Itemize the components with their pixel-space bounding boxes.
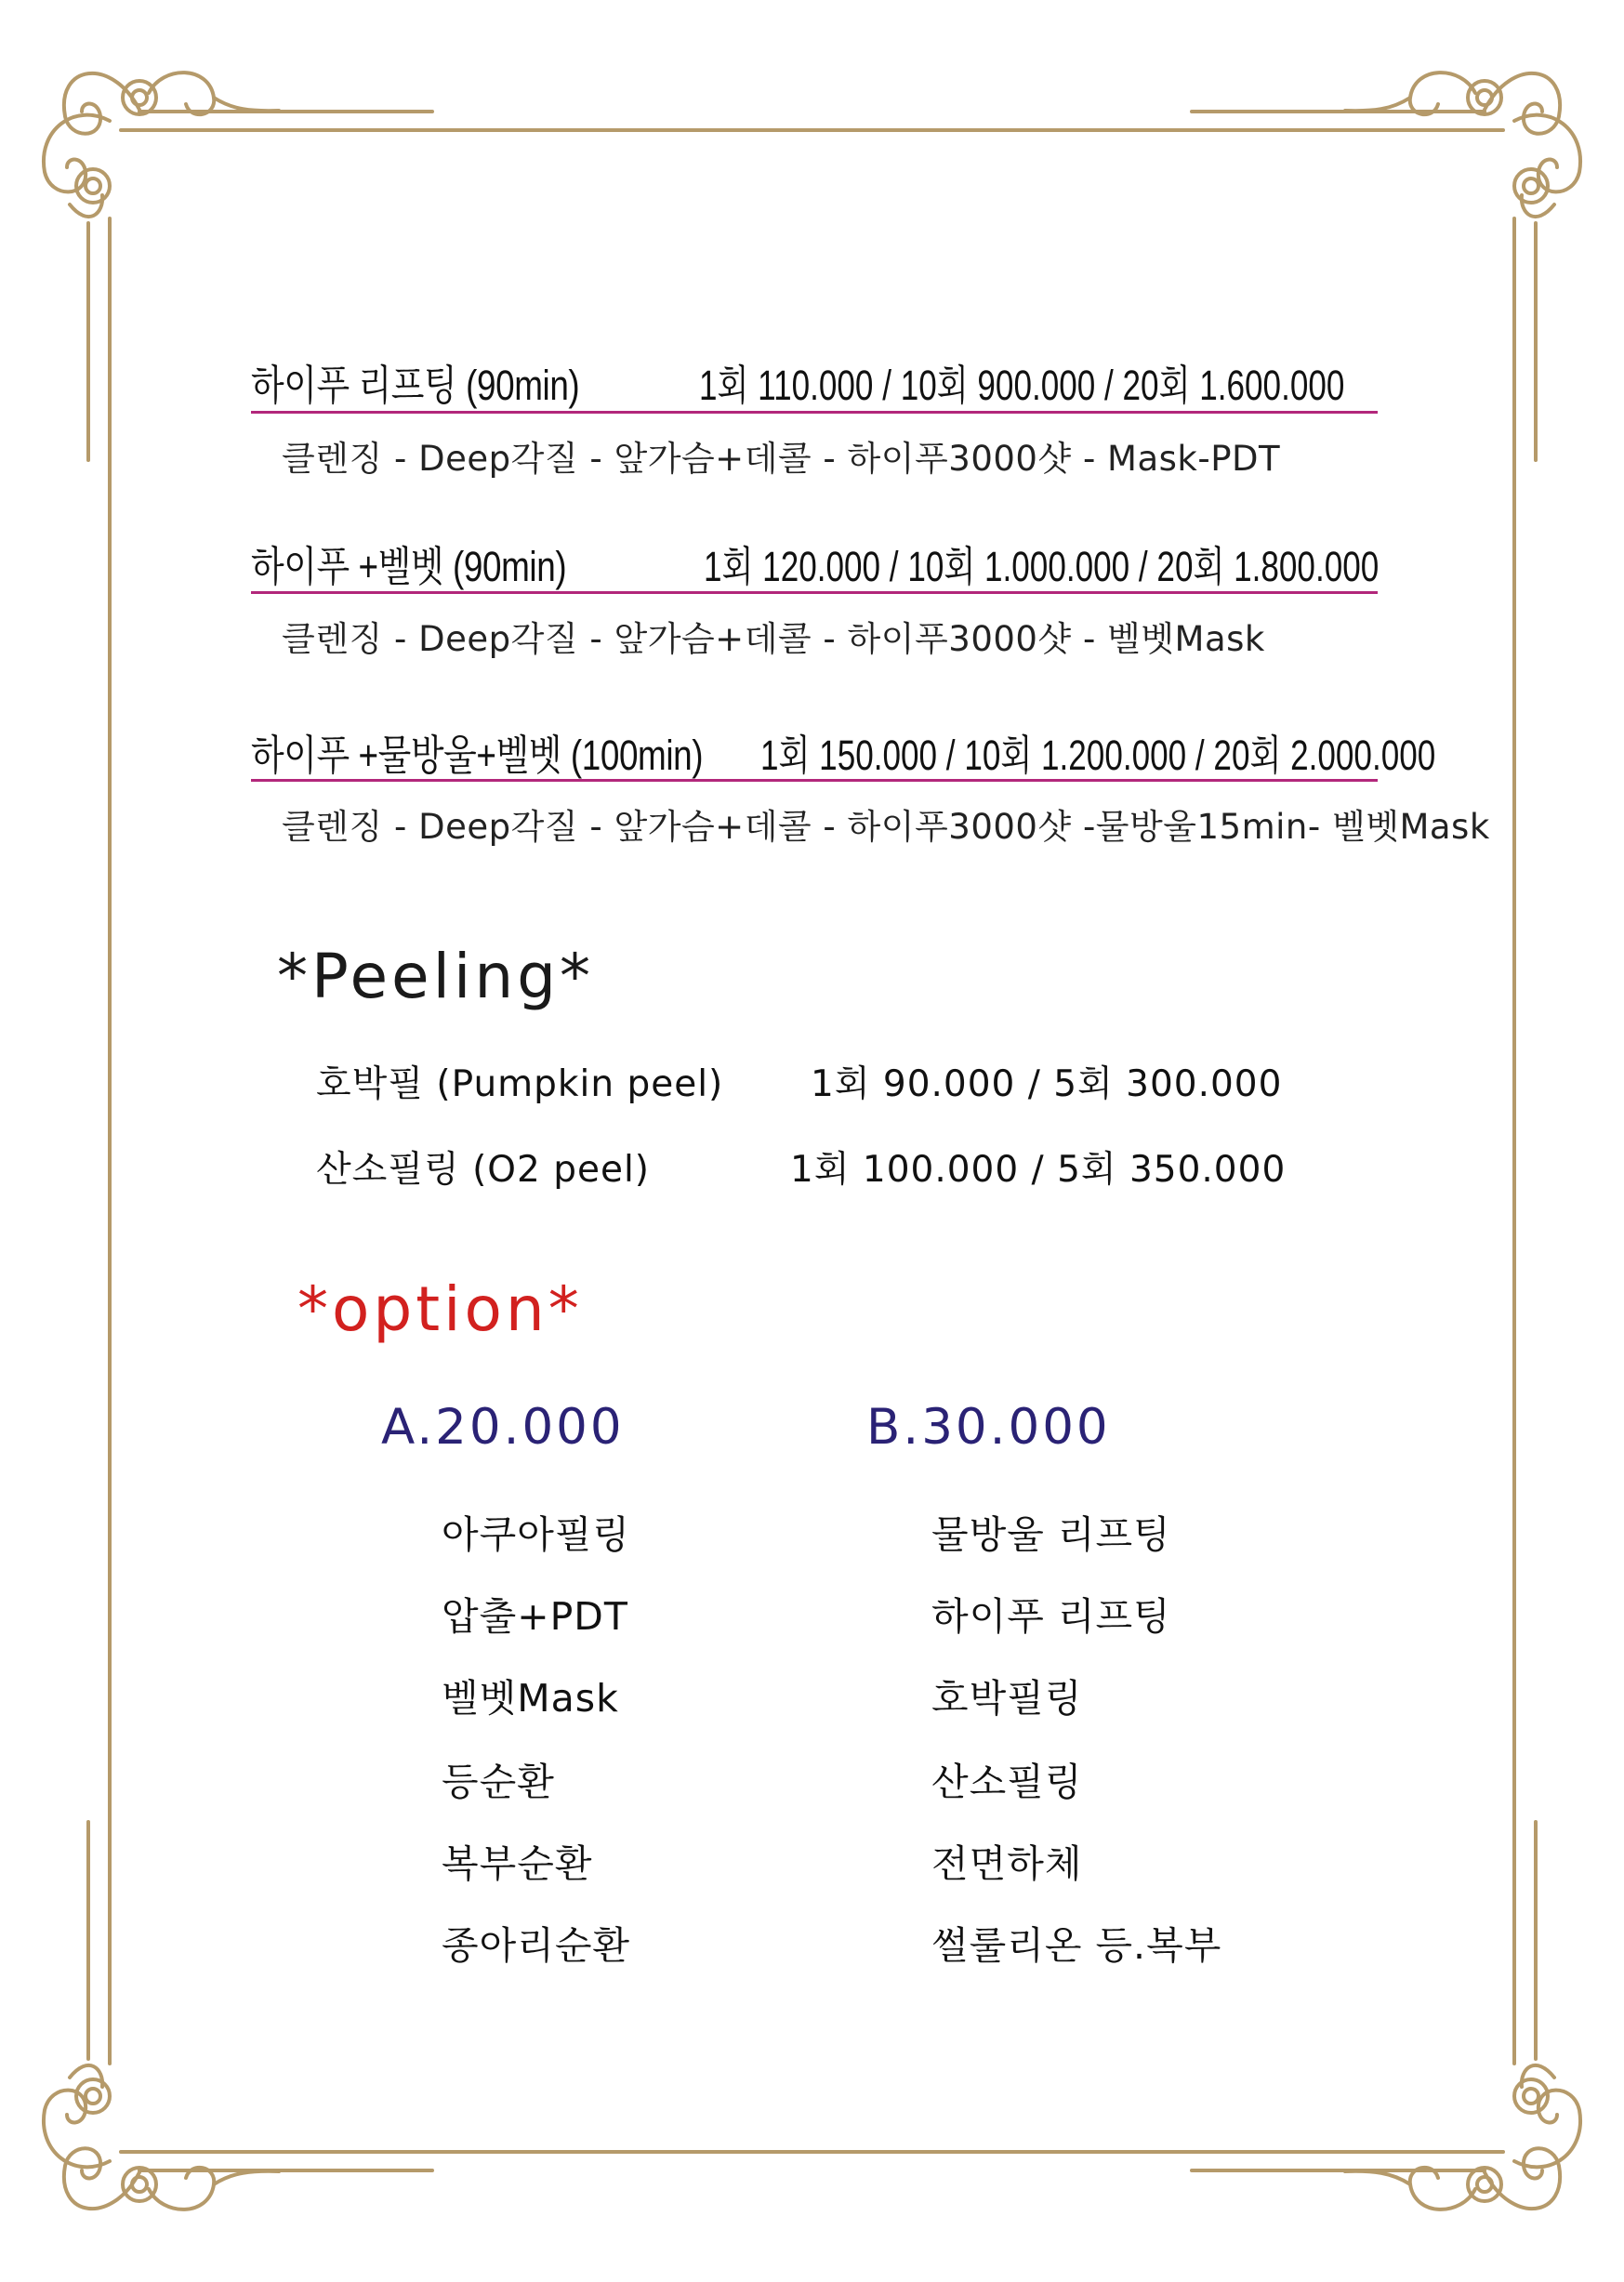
service-price: 1회 110.000 / 10회 900.000 / 20회 1.600.000 <box>699 362 1345 409</box>
option-b-item: 호박필링 <box>931 1676 1083 1721</box>
option-a-price: A.20.000 <box>381 1399 625 1456</box>
option-a-item: 등순환 <box>442 1760 555 1804</box>
option-b-item: 산소필링 <box>931 1760 1083 1804</box>
option-section-title: *option* <box>297 1273 583 1345</box>
corner-ornament-top-left <box>44 73 279 217</box>
option-a-item: 아쿠아필링 <box>442 1512 631 1557</box>
option-b-price: B.30.000 <box>866 1399 1111 1456</box>
peeling-section-title: *Peeling* <box>277 941 595 1012</box>
corner-ornament-top-right <box>1345 73 1580 217</box>
service-price: 1회 120.000 / 10회 1.000.000 / 20회 1.800.000 <box>704 543 1380 590</box>
service-underline <box>251 591 1378 594</box>
option-b-item: 물방울 리프팅 <box>931 1512 1171 1557</box>
option-a-item: 복부순환 <box>442 1841 593 1886</box>
service-title: 하이푸 리프팅 (90min) <box>251 362 580 409</box>
option-b-item: 전면하체 <box>931 1841 1083 1886</box>
service-price: 1회 150.000 / 10회 1.200.000 / 20회 2.000.000 <box>760 732 1436 779</box>
service-underline <box>251 411 1378 414</box>
peeling-item-price: 1회 90.000 / 5회 300.000 <box>811 1063 1283 1105</box>
option-b-item: 하이푸 리프팅 <box>931 1594 1171 1639</box>
service-title: 하이푸 +벨벳 (90min) <box>251 543 567 590</box>
service-underline <box>251 779 1378 782</box>
service-description: 클렌징 - Deep각질 - 앞가슴+데콜 - 하이푸3000샷 - Mask-PDT <box>282 439 1281 479</box>
peeling-item-name: 산소필링 (O2 peel) <box>316 1149 651 1191</box>
corner-ornament-bottom-right <box>1345 2065 1580 2209</box>
corner-ornament-bottom-left <box>44 2065 279 2209</box>
service-description: 클렌징 - Deep각질 - 앞가슴+데콜 - 하이푸3000샷 - 벨벳Mask <box>282 619 1265 659</box>
option-a-item: 압출+PDT <box>442 1594 628 1639</box>
option-a-item: 벨벳Mask <box>442 1676 619 1721</box>
service-title: 하이푸 +물방울+벨벳 (100min) <box>251 732 704 779</box>
peeling-item-name: 호박필 (Pumpkin peel) <box>316 1063 724 1105</box>
option-a-item: 종아리순환 <box>442 1923 631 1968</box>
option-b-item: 썰룰리온 등.복부 <box>931 1923 1222 1968</box>
peeling-item-price: 1회 100.000 / 5회 350.000 <box>790 1149 1287 1191</box>
service-description: 클렌징 - Deep각질 - 앞가슴+데콜 - 하이푸3000샷 -물방울15min- 벨벳Mask <box>282 807 1490 847</box>
